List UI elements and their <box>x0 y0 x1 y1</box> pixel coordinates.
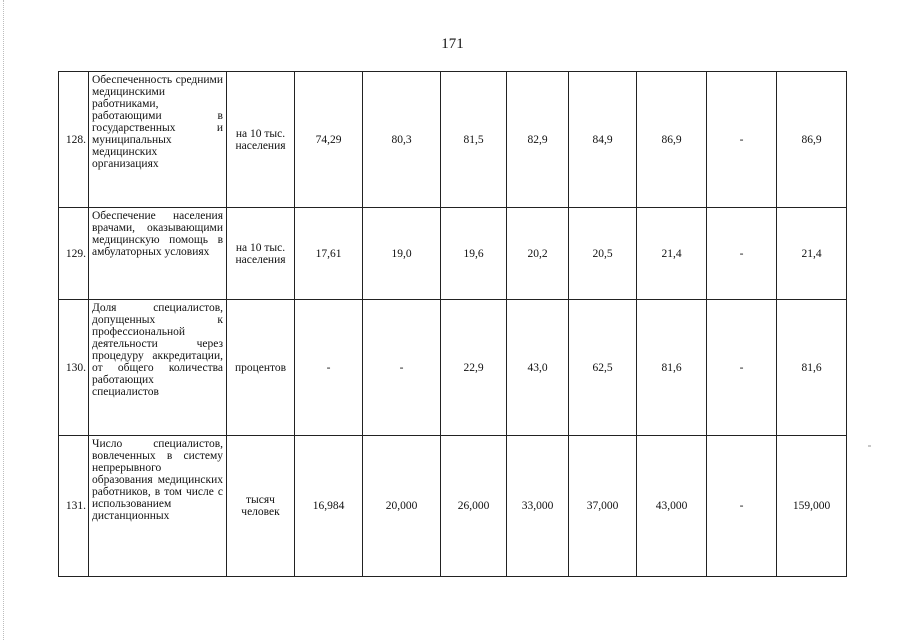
table-row <box>59 208 847 300</box>
value-cell: - <box>707 72 777 208</box>
indicator-description: Доля специалистов, допущенных к профессиональной деятельности через процедуру аккредитации, от общего количества работающих специалистов <box>89 300 227 436</box>
value-cell: 20,5 <box>569 208 637 300</box>
value-cell: 43,000 <box>637 436 707 577</box>
value-cell: 159,000 <box>777 436 847 577</box>
value-cell: 43,0 <box>507 300 569 436</box>
unit-cell: на 10 тыс. населения <box>227 72 295 208</box>
value-cell: 86,9 <box>637 72 707 208</box>
value-cell: 19,0 <box>363 208 441 300</box>
value-cell: 84,9 <box>569 72 637 208</box>
value-cell: - <box>707 208 777 300</box>
unit-cell: на 10 тыс. населения <box>227 208 295 300</box>
value-cell: 20,2 <box>507 208 569 300</box>
value-cell: 19,6 <box>441 208 507 300</box>
value-cell: 82,9 <box>507 72 569 208</box>
value-cell: - <box>707 300 777 436</box>
page-edge-line <box>3 0 4 640</box>
value-cell: 21,4 <box>637 208 707 300</box>
value-cell: 37,000 <box>569 436 637 577</box>
scan-speck <box>868 445 871 447</box>
value-cell: 62,5 <box>569 300 637 436</box>
table-row <box>59 436 847 577</box>
value-cell: - <box>363 300 441 436</box>
value-cell: 17,61 <box>295 208 363 300</box>
row-number: 130. <box>59 300 89 436</box>
value-cell: - <box>295 300 363 436</box>
value-cell: 16,984 <box>295 436 363 577</box>
indicator-description: Число специалистов, вовлеченных в систему непрерывного образования медицинских работников, в том числе с использованием дистанционных <box>89 436 227 577</box>
value-cell: 81,5 <box>441 72 507 208</box>
value-cell: 74,29 <box>295 72 363 208</box>
indicator-table <box>58 71 847 577</box>
unit-cell: тысяч человек <box>227 436 295 577</box>
value-cell: 80,3 <box>363 72 441 208</box>
table-row <box>59 72 847 208</box>
page-number: 171 <box>441 36 464 52</box>
indicator-description: Обеспеченность средними медицинскими работниками, работающими в государственных и муниципальных медицинских организациях <box>89 72 227 208</box>
value-cell: 81,6 <box>637 300 707 436</box>
indicator-description: Обеспечение населения врачами, оказывающими медицинскую помощь в амбулаторных условиях <box>89 208 227 300</box>
value-cell: - <box>707 436 777 577</box>
value-cell: 33,000 <box>507 436 569 577</box>
value-cell: 81,6 <box>777 300 847 436</box>
value-cell: 86,9 <box>777 72 847 208</box>
row-number: 128. <box>59 72 89 208</box>
value-cell: 20,000 <box>363 436 441 577</box>
value-cell: 22,9 <box>441 300 507 436</box>
row-number: 131. <box>59 436 89 577</box>
unit-cell: процентов <box>227 300 295 436</box>
row-number: 129. <box>59 208 89 300</box>
value-cell: 26,000 <box>441 436 507 577</box>
value-cell: 21,4 <box>777 208 847 300</box>
table-row <box>59 300 847 436</box>
